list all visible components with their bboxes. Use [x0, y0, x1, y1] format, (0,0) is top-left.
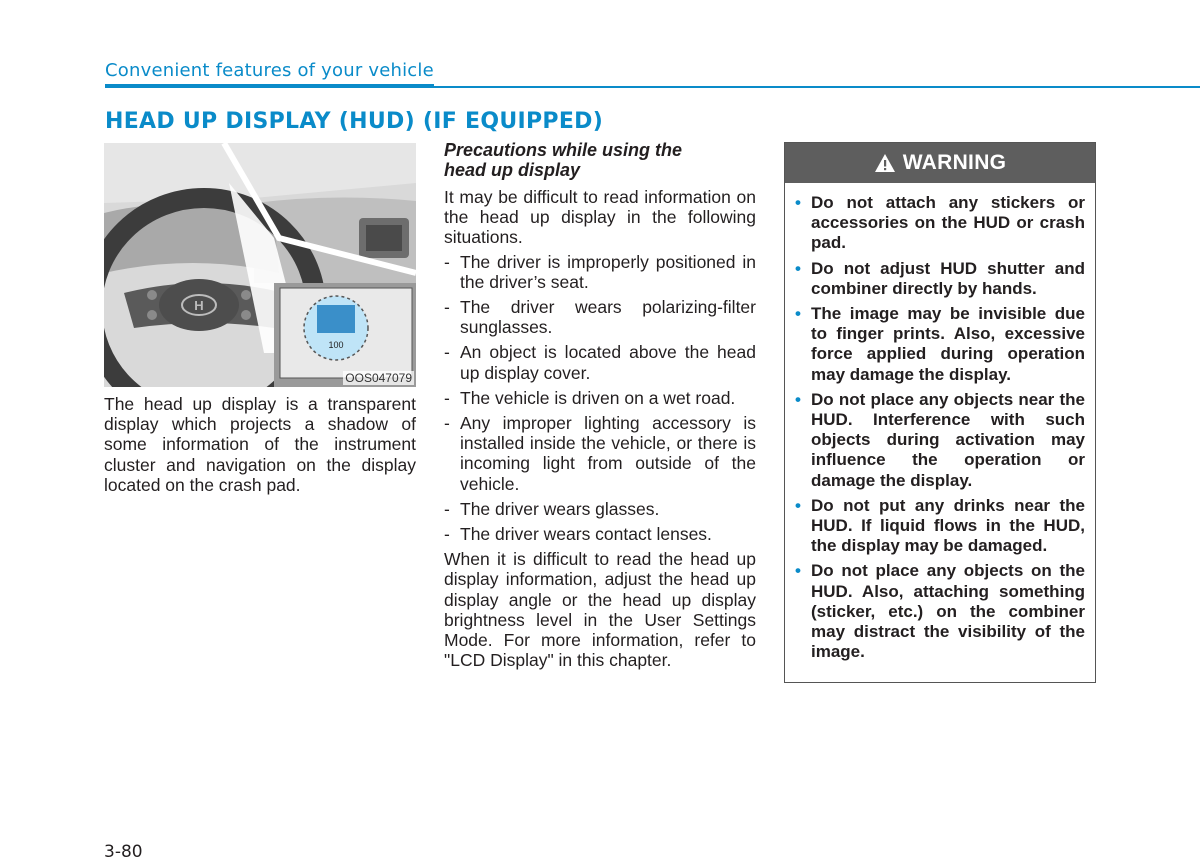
hud-dashboard-illustration [104, 143, 416, 387]
list-item: - Any improper lighting accessory is installed inside the vehicle, or there is incoming light from outside of the vehicle. [444, 413, 756, 494]
list-item-text: Any improper lighting accessory is installed inside the vehicle, or there is incoming light from outside of the vehicle. [460, 413, 756, 494]
list-item-text: An object is located above the head up display cover. [460, 342, 756, 383]
warning-item-text: Do not put any drinks near the HUD. If liquid flows in the HUD, the display may be damaged. [811, 495, 1085, 556]
warning-box [784, 142, 1096, 683]
warning-item: • Do not place any objects on the HUD. Also, attaching something (sticker, etc.) on the combiner may distract the visibility of the image. [795, 561, 1085, 662]
warning-triangle-icon [874, 153, 896, 173]
list-item-text: The driver wears contact lenses. [460, 524, 712, 545]
warning-item: • Do not put any drinks near the HUD. If liquid flows in the HUD, the display may be damaged. [795, 495, 1085, 556]
warning-list [785, 183, 1095, 662]
warning-item: • Do not adjust HUD shutter and combiner directly by hands. [795, 258, 1085, 298]
page-title: HEAD UP DISPLAY (HUD) (IF EQUIPPED) [105, 109, 604, 134]
warning-item-text: Do not place any objects near the HUD. Interference with such objects during activation may influence the operation or damage the display. [811, 389, 1085, 490]
precautions-heading-line: head up display [444, 160, 581, 180]
warning-item-text: Do not adjust HUD shutter and combiner directly by hands. [811, 258, 1085, 298]
list-item: - An object is located above the head up display cover. [444, 342, 756, 383]
list-item-text: The driver wears glasses. [460, 498, 660, 519]
hud-description: The head up display is a transparent display which projects a shadow of some information of the instrument cluster and navigation on the display located on the crash pad. [104, 394, 416, 495]
warning-item: • The image may be invisible due to finger prints. Also, excessive force applied during operation may damage the display. [795, 304, 1085, 384]
warning-header [785, 143, 1095, 183]
precautions-section [444, 140, 756, 670]
page-number: 3-80 [104, 842, 143, 861]
list-item-text: The driver wears polarizing-filter sunglasses. [460, 297, 756, 338]
warning-item-text: Do not attach any stickers or accessories on the HUD or crash pad. [811, 193, 1085, 253]
svg-text:H: H [194, 298, 204, 313]
warning-item-text: Do not place any objects on the HUD. Also, attaching something (sticker, etc.) on the combiner may distract the visibility of the image. [811, 561, 1085, 662]
dashboard-drawing [104, 143, 416, 387]
list-item-text: The driver is improperly positioned in the driver’s seat. [460, 251, 756, 292]
warning-item: • Do not attach any stickers or accessories on the HUD or crash pad. [795, 193, 1085, 253]
list-item: - The driver wears contact lenses. [444, 524, 712, 545]
list-item: - The driver is improperly positioned in the driver’s seat. [444, 251, 756, 292]
section-header: Convenient features of your vehicle [105, 60, 434, 81]
precautions-heading [444, 140, 756, 180]
warning-item-text: The image may be invisible due to finger prints. Also, excessive force applied during operation may damage the display. [811, 304, 1085, 384]
figure-code: OOS047079 [345, 371, 412, 385]
precautions-closing: When it is difficult to read the head up display information, adjust the head up display angle or the head up display brightness level in the User Settings Mode. For more information, refer to "LCD Display" in this chapter. [444, 549, 756, 671]
list-item: - The driver wears polarizing-filter sunglasses. [444, 297, 756, 338]
hud-speed-label: 100 [328, 340, 344, 350]
header-rule [105, 84, 434, 88]
header-rule-thin [434, 86, 1200, 88]
list-item: - The vehicle is driven on a wet road. [444, 387, 736, 408]
warning-item: • Do not place any objects near the HUD. Interference with such objects during activation may influence the operation or damage the display. [795, 389, 1085, 490]
list-item: - The driver wears glasses. [444, 498, 660, 519]
precautions-list [444, 252, 756, 545]
warning-title: WARNING [902, 151, 1007, 174]
list-item-text: The vehicle is driven on a wet road. [460, 387, 736, 408]
precautions-heading-line: Precautions while using the [444, 140, 683, 160]
precautions-intro: It may be difficult to read information on the head up display in the following situations. [444, 187, 756, 248]
